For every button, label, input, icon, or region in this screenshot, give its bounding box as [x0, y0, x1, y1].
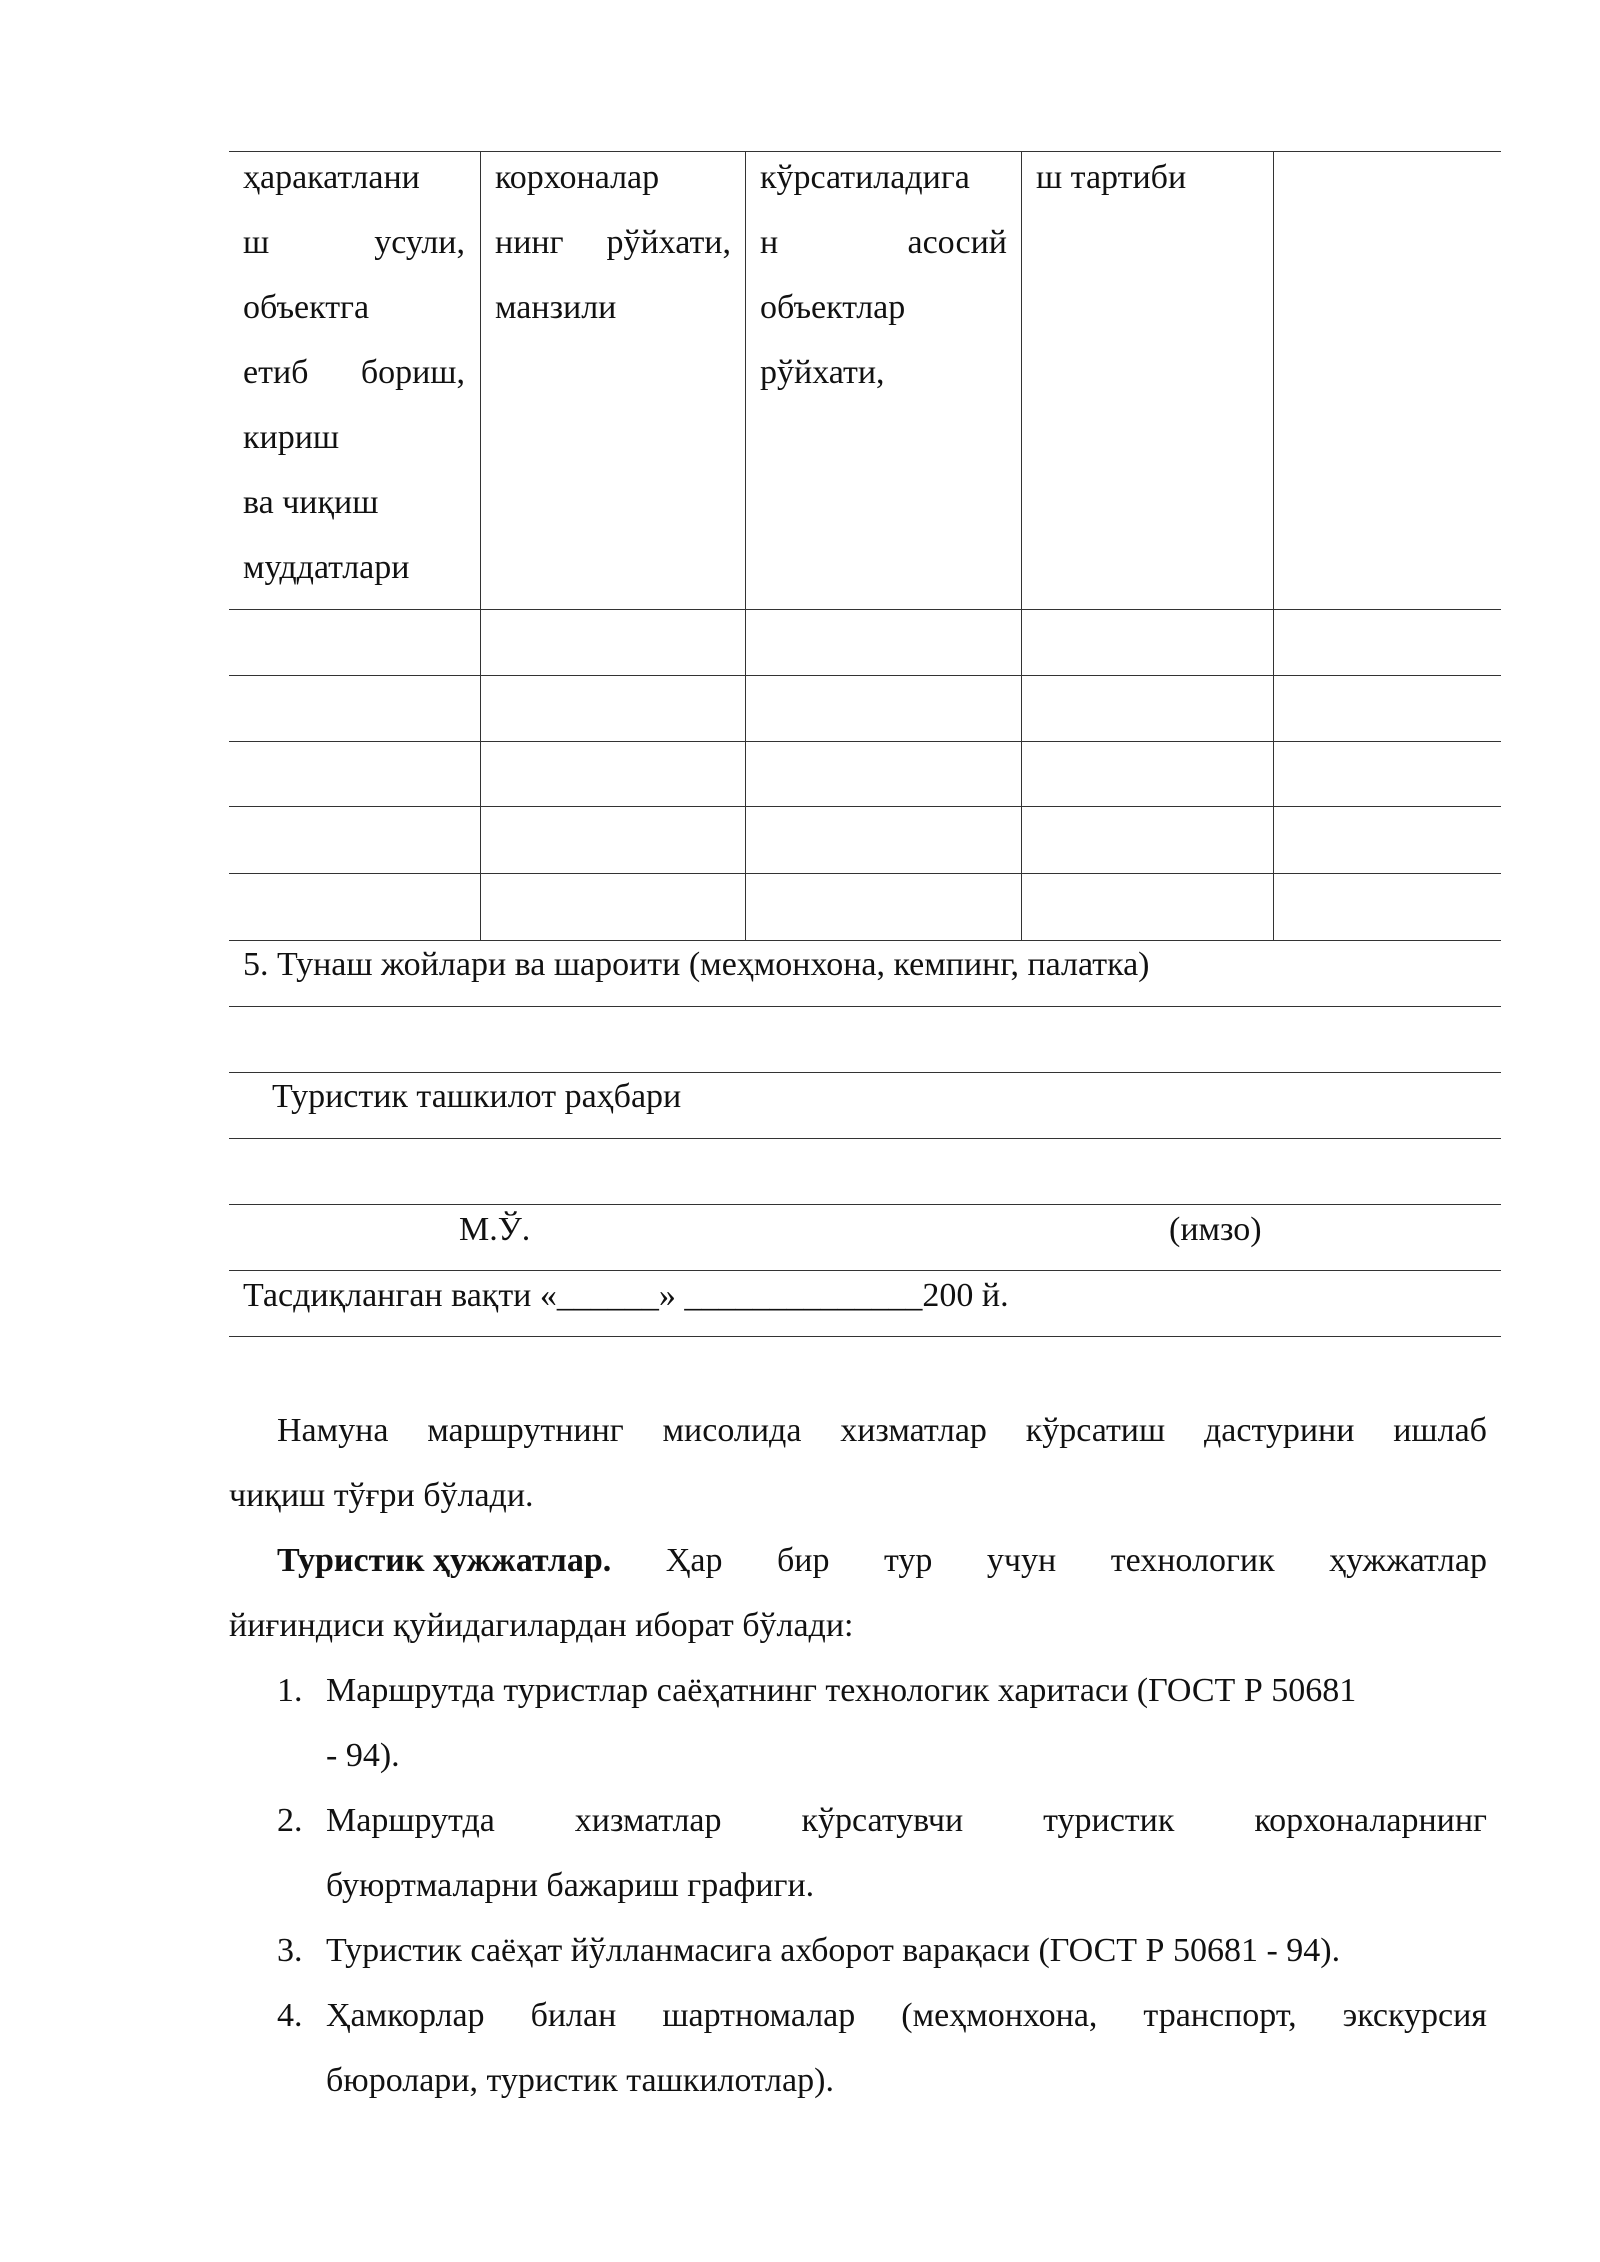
list-text: [326, 1983, 1487, 2113]
seal-label: М.Ў.: [459, 1211, 531, 1248]
table-rule: [229, 1204, 1501, 1205]
list-line: [326, 1983, 1487, 2048]
word: учун: [986, 1542, 1057, 1579]
list-text: [326, 1918, 1487, 1983]
word: технологик: [1110, 1542, 1275, 1579]
list-number: 3.: [277, 1932, 303, 1969]
list-line: [326, 1788, 1487, 1853]
cell-line: рўйхати,: [760, 354, 885, 391]
header-cell-movement: [243, 145, 465, 600]
table-rule: [229, 1072, 1501, 1073]
list-line: - 94).: [326, 1737, 400, 1774]
header-cell-order: [1036, 145, 1261, 210]
cell-line: корхоналар: [495, 159, 660, 196]
list-line: буюртмаларни бажариш графиги.: [326, 1867, 815, 1904]
table-rule: [229, 1138, 1501, 1139]
word: кўрсатувчи: [801, 1802, 964, 1839]
word: транспорт,: [1143, 1997, 1297, 2034]
word: ҳужжатлар: [1329, 1542, 1487, 1579]
list-line: Туристик саёҳат йўлланмасига ахборот варақаси (ГОСТ Р 50681 - 94).: [326, 1932, 1341, 1969]
word: маршрутнинг: [427, 1412, 624, 1449]
column-divider: [1021, 151, 1022, 940]
cell-line: ҳаракатлани: [243, 159, 420, 196]
cell-line: ш усули,: [243, 224, 465, 261]
column-divider: [745, 151, 746, 940]
header-cell-objects: [760, 145, 1007, 405]
word: шартномалар: [662, 1997, 856, 2034]
cell-line: ш тартиби: [1036, 159, 1187, 196]
documents-paragraph: [229, 1528, 1487, 1658]
list-text: [326, 1658, 1487, 1788]
cell-line: манзили: [495, 289, 617, 326]
table-rule: [229, 609, 1501, 610]
cell-line: н асосий: [760, 224, 1007, 261]
list-line: бюролари, туристик ташкилотлар).: [326, 2062, 834, 2099]
list-line: Маршрутда туристлар саёҳатнинг технологик харитаси (ГОСТ Р 50681: [326, 1672, 1357, 1709]
header-cell-enterprises: [495, 145, 731, 340]
cell-line: кўрсатиладига: [760, 159, 970, 196]
word: ишлаб: [1393, 1412, 1487, 1449]
table-rule: [229, 1336, 1501, 1337]
word: туристик: [1043, 1802, 1175, 1839]
cell-line: объектга: [243, 289, 370, 326]
table-rule: [229, 675, 1501, 676]
cell-line: кириш: [243, 419, 340, 456]
word: тур: [883, 1542, 933, 1579]
table-rule: [229, 806, 1501, 807]
paragraph-line: йиғиндиси қуйидагилардан иборат бўлади:: [229, 1607, 854, 1644]
column-divider: [480, 151, 481, 940]
column-divider: [1273, 151, 1274, 940]
paragraph-line: [229, 1528, 1487, 1593]
cell-line: нинг рўйхати,: [495, 224, 731, 261]
table-rule: [229, 741, 1501, 742]
cell-line: муддатлари: [243, 549, 410, 586]
paragraph-line: чиқиш тўғри бўлади.: [229, 1477, 534, 1514]
bold-term: Туристик ҳужжатлар.: [277, 1542, 612, 1579]
list-number: 4.: [277, 1997, 303, 2034]
word: хизматлар: [574, 1802, 722, 1839]
table-rule: [229, 940, 1501, 941]
list-number: 2.: [277, 1802, 303, 1839]
cell-line: етиб бориш,: [243, 354, 465, 391]
word: кўрсатиш: [1025, 1412, 1166, 1449]
word: (меҳмонхона,: [901, 1997, 1098, 2034]
word: хизматлар: [840, 1412, 987, 1449]
word: Ҳамкорлар: [326, 1997, 485, 2034]
table-rule: [229, 1006, 1501, 1007]
word: мисолида: [662, 1412, 802, 1449]
word: Маршрутда: [326, 1802, 495, 1839]
section5-label: 5. Тунаш жойлари ва шароити (меҳмонхона, кемпинг, палатка): [243, 946, 1150, 983]
cell-line: ва чиқиш: [243, 484, 379, 521]
approved-date-label: Тасдиқланган вақти «______» ______________200 й.: [243, 1277, 1009, 1314]
word: Ҳар: [665, 1542, 723, 1579]
word: экскурсия: [1342, 1997, 1487, 2034]
intro-paragraph: [229, 1398, 1487, 1528]
word: Намуна: [277, 1412, 389, 1449]
cell-line: объектлар: [760, 289, 906, 326]
word: корхоналарнинг: [1254, 1802, 1487, 1839]
list-text: [326, 1788, 1487, 1918]
list-number: 1.: [277, 1672, 303, 1709]
word: билан: [530, 1997, 617, 2034]
word: бир: [776, 1542, 830, 1579]
organization-head-label: Туристик ташкилот раҳбари: [272, 1078, 682, 1115]
signature-label: (имзо): [1169, 1211, 1262, 1248]
table-rule: [229, 1270, 1501, 1271]
paragraph-line: [229, 1398, 1487, 1463]
table-rule: [229, 873, 1501, 874]
word: дастурини: [1203, 1412, 1355, 1449]
